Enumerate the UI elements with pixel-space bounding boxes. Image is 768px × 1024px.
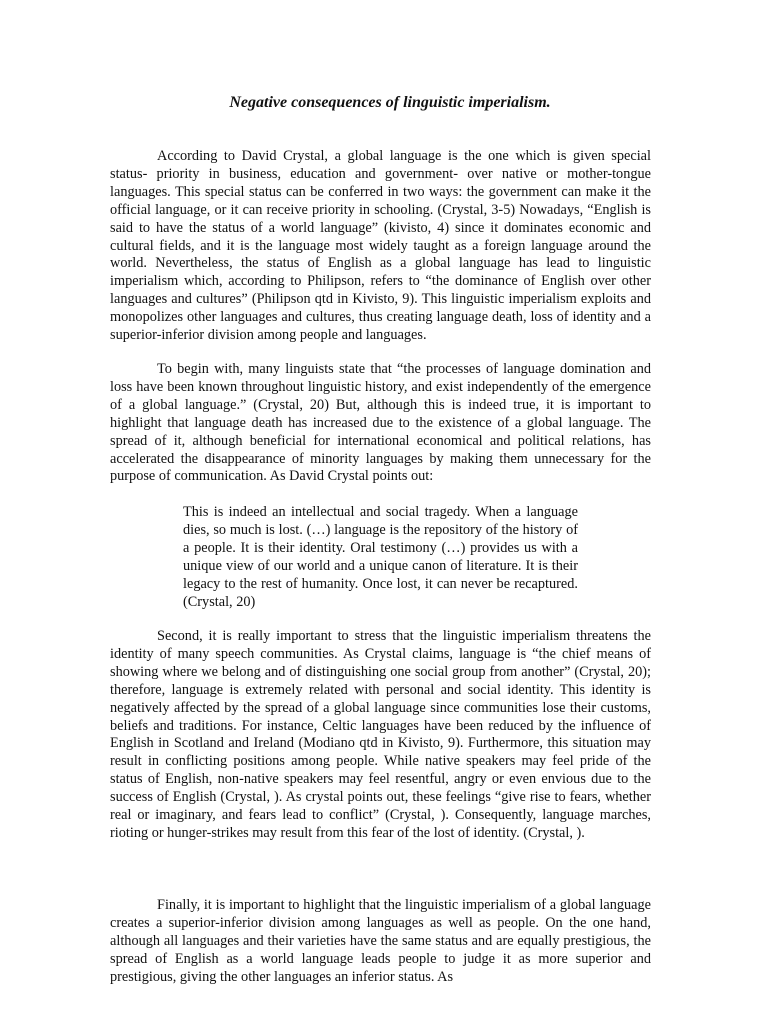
document-title: Negative consequences of linguistic imperialism. [229,94,551,111]
paragraph-superior-inferior: Finally, it is important to highlight that the linguistic imperialism of a global language creates a superior-inferior division among languages as well as people. On the one hand, although all languages and their varieties have the same status and are equally prestigious, the spread of English as a world language leads people to judge it as more superior and prestigious, giving the other languages an inferior status. As [110,897,651,985]
paragraph-identity: Second, it is really important to stress that the linguistic imperialism threatens the identity of many speech communities. As Crystal claims, language is “the chief means of showing where we belong and of distinguishing one social group from another” (Crystal, 20); therefore, language is extremely related with personal and social identity. This identity is negatively affected by the spread of a global language since communities lose their customs, beliefs and traditions. For instance, Celtic languages have been reduced by the influence of English in Scotland and Ireland (Modiano qtd in Kivisto, 9). Furthermore, this situation may result in conflicting positions among people. While native speakers may feel pride of the status of English, non-native speakers may feel resentful, angry or even envious due to the success of English (Crystal, ). As crystal points out, these feelings “give rise to fears, whether real or imaginary, and fears lead to conflict” (Crystal, ). Consequently, language marches, rioting or hunger-strikes may result from this fear of the lost of identity. (Crystal, ). [110,628,651,841]
paragraph-language-death: To begin with, many linguists state that “the processes of language domination and loss have been known throughout linguistic history, and exist independently of the emergence of a global language.” (Crystal, 20) But, although this is indeed true, it is important to highlight that language death has increased due to the existence of a global language. The spread of it, although beneficial for international economical and political relations, has accelerated the disappearance of minority languages by making them unnecessary for the purpose of communication. As David Crystal points out: [110,361,651,485]
paragraph-introduction: According to David Crystal, a global language is the one which is given special status- priority in business, education and government- over native or mother-tongue languages. This special status can be conferred in two ways: the government can make it the official language, or it can receive priority in schooling. (Crystal, 3-5) Nowadays, “English is said to have the status of a world language” (kivisto, 4) since it dominates economic and cultural fields, and it is the language most widely taught as a foreign language around the world. Nevertheless, the status of English as a global language has lead to linguistic imperialism which, according to Philipson, refers to “the dominance of English over other languages and cultures” (Philipson qtd in Kivisto, 9). This linguistic imperialism exploits and monopolizes other languages and cultures, thus creating language death, loss of identity and a superior-inferior division among people and languages. [110,148,651,344]
block-quote: This is indeed an intellectual and social tragedy. When a language dies, so much is lost. (…) language is the repository of the history of a people. It is their identity. Oral testimony (…) provides us with a unique view of our world and a unique canon of literature. It is their legacy to the rest of humanity. Once lost, it can never be recaptured. (Crystal, 20) [183,504,578,610]
